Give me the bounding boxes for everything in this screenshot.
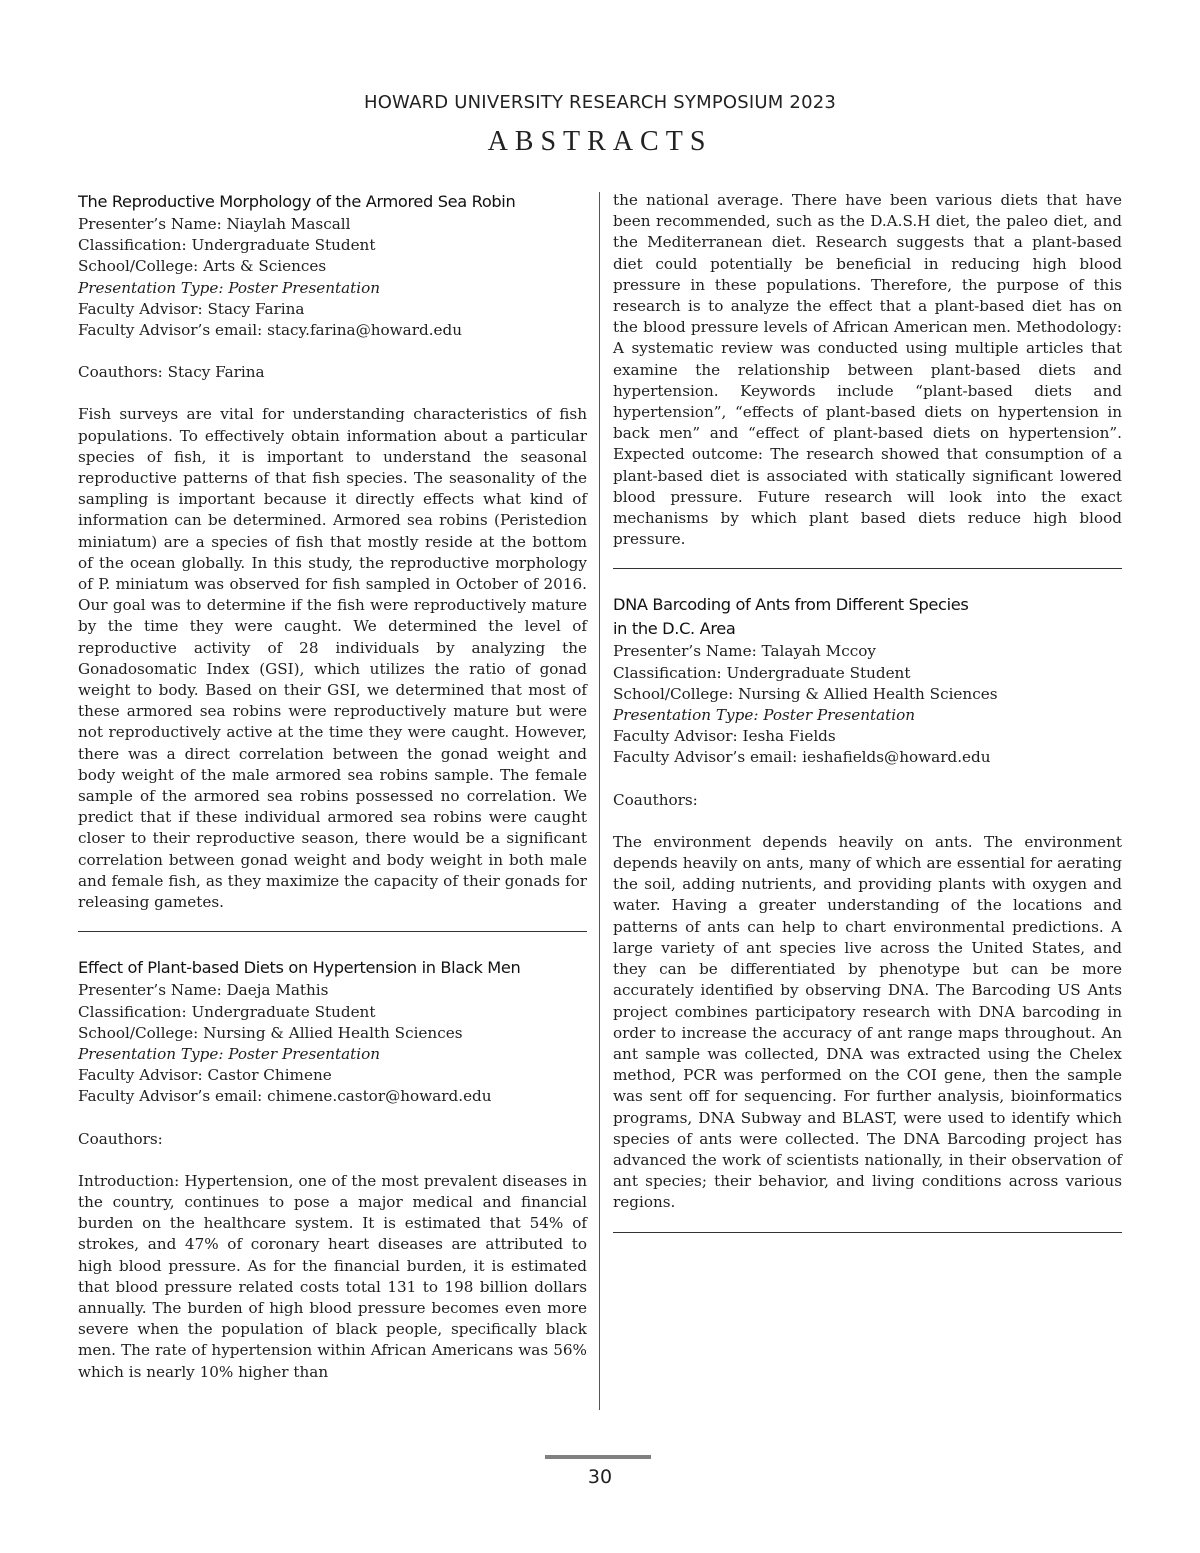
symposium-title: HOWARD UNIVERSITY RESEARCH SYMPOSIUM 2023 xyxy=(363,92,837,113)
coauthors: Coauthors: xyxy=(78,1129,163,1148)
abstract-body-part1: Introduction: Hypertension, one of the most prevalent diseases in the country, continues to pose a major medical and financial burden on the healthcare system. It is estimated that 54% of strokes, and 47% of coronary heart diseases are attributed to high blood pressure. As for the financial burden, it is estimated that blood pressure related costs total 131 to 198 billion dollars annually. The burden of high blood pressure becomes even more severe when the population of black people, specifically black men. The rate of hypertension within African Americans was 56% which is nearly 10% higher than xyxy=(78,1171,587,1381)
abstract-body-part2: the national average. There have been various diets that have been recommended, such as the D.A.S.H diet, the paleo diet, and the Mediterranean diet. Research suggests that a plant-based diet could potentially be beneficial in reducing high blood pressure in these populations. Therefore, the purpose of this research is to analyze the effect that a plant-based diet has on the blood pressure levels of African American men. Methodology: A systematic review was conducted using multiple articles that examine the relationship between plant-based diets and hypertension. Keywords include “plant-based diets and hypertension”, “effects of plant-based diets on hypertension in back men” and “effect of plant-based diets on hypertension”. Expected outcome: The research showed that consumption of a plant-based diet is associated with statically significant lowered blood pressure. Future research will look into the exact mechanisms by which plant based diets reduce high blood pressure. xyxy=(613,191,1122,549)
faculty-advisor-email: Faculty Advisor’s email: ieshafields@howard.edu xyxy=(613,748,991,767)
abstract-title: The Reproductive Morphology of the Armored Sea Robin xyxy=(78,192,516,211)
faculty-advisor: Faculty Advisor: Iesha Fields xyxy=(613,727,836,746)
section-rule xyxy=(613,568,1122,569)
abstract-title xyxy=(613,593,1122,641)
coauthors: Coauthors: xyxy=(613,790,698,809)
coauthors: Coauthors: Stacy Farina xyxy=(78,363,265,382)
classification: Classification: Undergraduate Student xyxy=(613,663,911,682)
abstract-plant-based-diets xyxy=(78,956,587,1382)
page-number: 30 xyxy=(587,1466,613,1488)
abstract-title-line1: DNA Barcoding of Ants from Different Species xyxy=(613,595,969,615)
school-college: School/College: Nursing & Allied Health Sciences xyxy=(613,684,998,703)
section-heading: ABSTRACTS xyxy=(487,126,713,157)
abstract-meta xyxy=(78,980,587,1170)
presentation-type: Presentation Type: Poster Presentation xyxy=(78,278,381,297)
abstract-title: Effect of Plant-based Diets on Hypertension in Black Men xyxy=(78,958,521,978)
abstract-sea-robin xyxy=(78,190,587,932)
faculty-advisor-email: Faculty Advisor’s email: stacy.farina@howard.edu xyxy=(78,321,463,340)
abstract-meta xyxy=(613,641,1122,831)
abstract-title-line2: in the D.C. Area xyxy=(613,619,736,639)
presentation-type: Presentation Type: Poster Presentation xyxy=(78,1044,381,1063)
classification: Classification: Undergraduate Student xyxy=(78,1002,376,1021)
classification: Classification: Undergraduate Student xyxy=(78,236,376,255)
presenter-name: Presenter’s Name: Niaylah Mascall xyxy=(78,215,351,233)
left-column xyxy=(78,190,587,1383)
abstract-meta xyxy=(78,214,587,404)
abstract-body: Fish surveys are vital for understanding characteristics of fish populations. To effectively obtain information about a particular species of fish, it is important to understand the seasonal reproductive patterns of that fish species. The seasonality of the sampling is important because it directly effects what kind of information can be determined. Armored sea robins (Peristedion miniatum) are a species of fish that mostly reside at the bottom of the ocean globally. In this study, the reproductive morphology of P. miniatum was observed for fish sampled in October of 2016. Our goal was to determine if the fish were reproductively mature by the time they were caught. We determined the level of reproductive activity of 28 individuals by analyzing the Gonadosomatic Index (GSI), which utilizes the ratio of gonad weight to body. Based on their GSI, we determined that most of these armored sea robins were reproductively mature but were not reproductively active at the time they were caught. However, there was a direct correlation between the gonad weight and body weight of the male armored sea robins sample. The female sample of the armored sea robins possessed no correlation. We predict that if these individual armored sea robins were caught closer to their reproductive season, there would be a significant correlation between gonad weight and body weight in both male and female fish, as they maximize the capacity of their gonads for releasing gametes. xyxy=(78,405,587,912)
faculty-advisor: Faculty Advisor: Castor Chimene xyxy=(78,1066,332,1085)
school-college: School/College: Nursing & Allied Health Sciences xyxy=(78,1023,463,1042)
section-rule xyxy=(613,1232,1122,1233)
presentation-type: Presentation Type: Poster Presentation xyxy=(613,706,916,725)
abstract-dna-barcoding xyxy=(613,593,1122,1232)
column-divider xyxy=(599,192,600,1410)
abstract-body: The environment depends heavily on ants. The environment depends heavily on ants, many of which are essential for aerating the soil, adding nutrients, and providing plants with oxygen and water. Having a greater understanding of the locations and patterns of ants can help to chart environmental predictions. A large variety of ant species live across the United States, and they can be differentiated by phenotype but can be more accurately identified by observing DNA. The Barcoding US Ants project combines participatory research with DNA barcoding in order to increase the accuracy of ant range maps throughout. An ant sample was collected, DNA was extracted using the Chelex method, PCR was performed on the COI gene, then the sample was sent off for sequencing. For further analysis, bioinformatics programs, DNA Subway and BLAST, were used to identify which species of ants were collected. The DNA Barcoding project has advanced the work of scientists nationally, in their observation of ant species; their behavior, and living conditions across various regions. xyxy=(613,832,1122,1212)
abstract-plant-based-diets-continued xyxy=(613,190,1122,569)
faculty-advisor: Faculty Advisor: Stacy Farina xyxy=(78,299,305,318)
right-column xyxy=(613,190,1122,1257)
presenter-name: Presenter’s Name: Talayah Mccoy xyxy=(613,642,876,661)
footer-bar xyxy=(545,1455,651,1459)
presenter-name: Presenter’s Name: Daeja Mathis xyxy=(78,981,329,1000)
school-college: School/College: Arts & Sciences xyxy=(78,257,327,276)
faculty-advisor-email: Faculty Advisor’s email: chimene.castor@howard.edu xyxy=(78,1087,492,1106)
section-rule xyxy=(78,931,587,932)
